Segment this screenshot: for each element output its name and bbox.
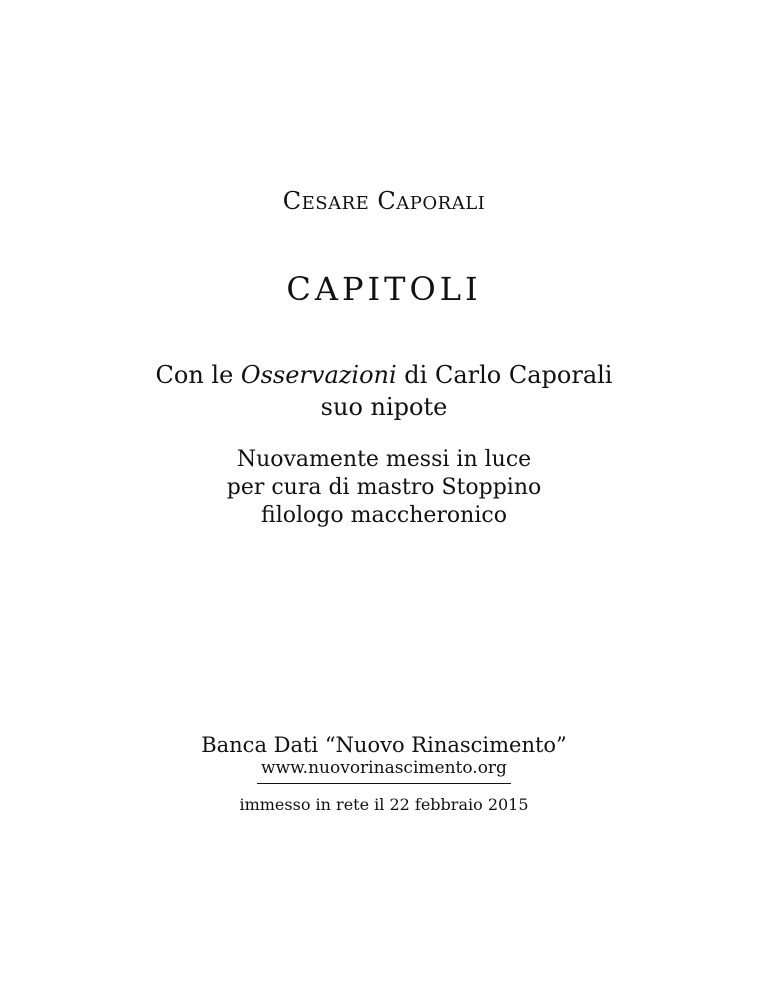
author-last-initial: C <box>377 187 397 215</box>
author-first-rest: ESARE <box>301 193 370 214</box>
author-name <box>0 187 768 215</box>
note-line-2: per cura di mastro Stoppino <box>226 475 542 500</box>
document-title: CAPITOLI <box>286 270 482 308</box>
author-last-rest: APORALI <box>396 193 486 214</box>
subtitle-italic: Osservazioni <box>240 361 397 389</box>
publication-date: immesso in rete il 22 febbraio 2015 <box>239 795 529 814</box>
author-first-initial: C <box>282 187 302 215</box>
note-line-1: Nuovamente messi in luce <box>236 447 532 472</box>
database-name: Banca Dati “Nuovo Rinascimento” <box>201 733 567 757</box>
divider-rule <box>257 783 511 784</box>
subtitle-line-2: suo nipote <box>320 393 448 421</box>
note-line-3: filologo maccheronico <box>261 503 507 528</box>
subtitle-prefix: Con le <box>155 361 241 389</box>
subtitle-line-1 <box>0 361 768 389</box>
subtitle-suffix: di Carlo Caporali <box>396 361 613 389</box>
website-link[interactable]: www.nuovorinascimento.org <box>261 758 507 778</box>
